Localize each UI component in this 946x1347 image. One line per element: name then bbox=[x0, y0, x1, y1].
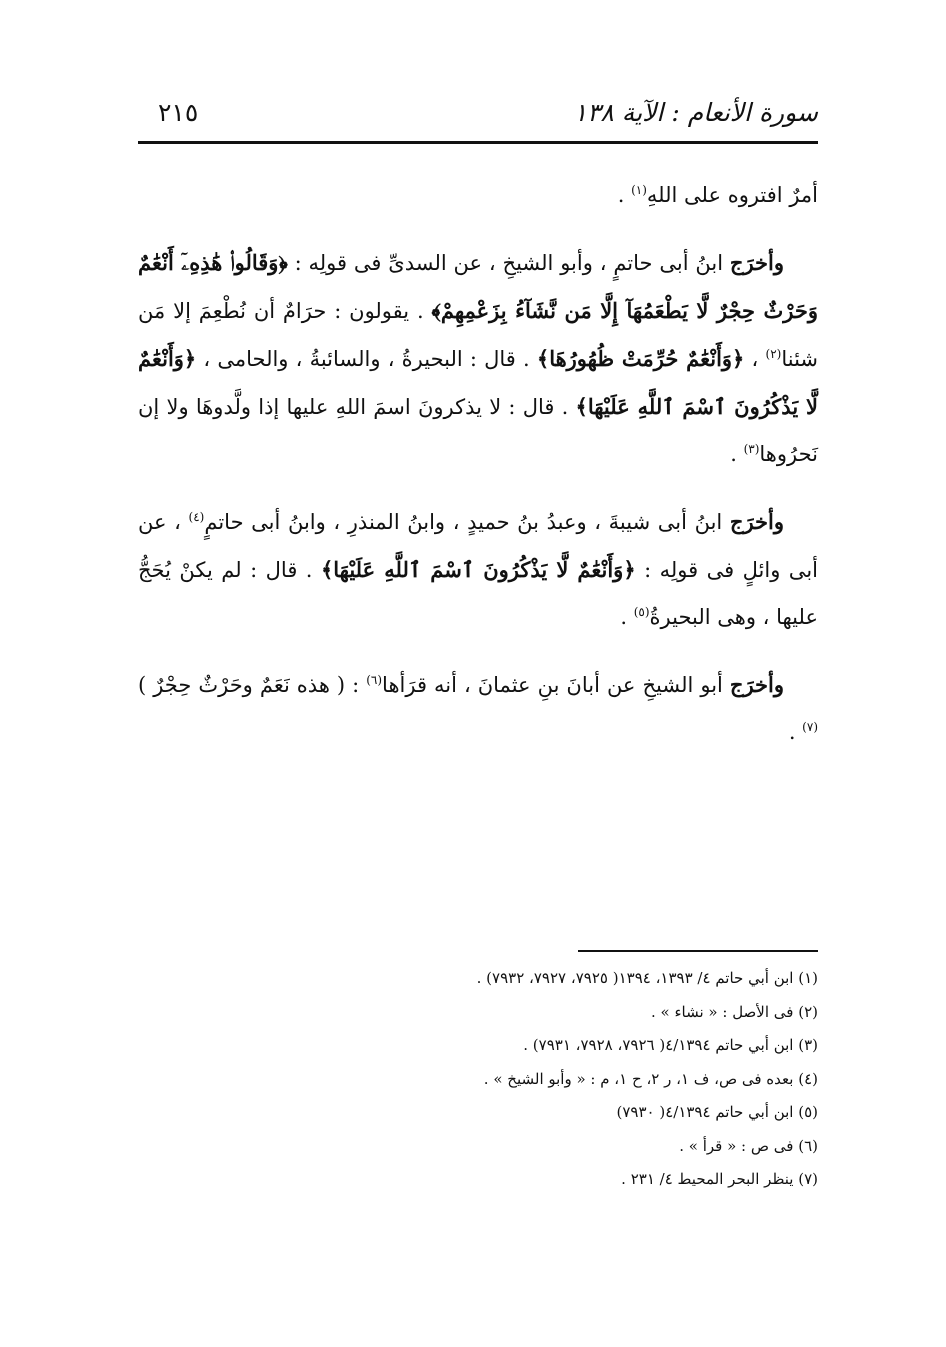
page-header bbox=[138, 92, 818, 132]
lead-word: وأخرَج bbox=[729, 672, 784, 697]
lead-word: وأخرَج bbox=[729, 250, 785, 275]
text-run: . bbox=[617, 183, 632, 207]
footnote: (١) ابن أبي حاتم ٤/ ١٣٩٣، ١٣٩٤( ٧٩٢٥، ٧٩٢٧، ٧٩٣٢) . bbox=[476, 969, 818, 987]
text-run: . قال : لم يكنْ يُحَجُّ عليها ، وهى البحيرةُ bbox=[138, 558, 818, 629]
quran-quote: ﴿وَأَنْعَٰمٌ حُرِّمَتْ ظُهُورُهَا﴾ bbox=[536, 346, 745, 371]
text-run: . قال : لا يذكرونَ اسمَ اللهِ عليها إذا ولَّدوهَا ولا إن نَحرُوها bbox=[138, 395, 818, 466]
footnote-rule bbox=[578, 950, 818, 952]
page-number: ٢١٥ bbox=[158, 97, 199, 127]
footnote: (٣) ابن أبي حاتم ٤/١٣٩٤( ٧٩٢٦، ٧٩٢٨، ٧٩٣١) . bbox=[523, 1036, 818, 1054]
text-run: . يقولون : حرَامٌ أن نُطْعِمَ إلا مَن شئنا bbox=[138, 299, 818, 371]
footnote-ref: (٣) bbox=[743, 442, 760, 456]
footnote: (٤) بعده فى ص، ف ١، ر ٢، ح ١، م : « وأبو الشيخ » . bbox=[483, 1069, 818, 1088]
footnote: (٥) ابن أبي حاتم ٤/١٣٩٤( ٧٩٣٠) bbox=[616, 1103, 818, 1121]
text-run: . bbox=[620, 605, 634, 629]
text-run: ابنُ أبى حاتمٍ ، وأبو الشيخِ ، عن السدىِّ فى قولِه : bbox=[287, 251, 730, 275]
footnote-ref: (٥) bbox=[633, 605, 650, 619]
lead-word: وأخرَج bbox=[729, 509, 784, 534]
footnote-ref: (٧) bbox=[802, 720, 818, 734]
paragraph bbox=[138, 239, 818, 478]
text-run: . قال : البحيرةُ ، والسائبةُ ، والحامى ، bbox=[196, 347, 537, 371]
paragraph bbox=[138, 498, 818, 641]
footnote: (٦) فى ص : « قرأ » . bbox=[679, 1136, 818, 1155]
running-title: سورة الأنعام : الآية ١٣٨ bbox=[573, 97, 818, 127]
footnote-ref: (٦) bbox=[366, 673, 383, 687]
footnote-ref: (١) bbox=[631, 183, 647, 197]
paragraph bbox=[138, 661, 818, 756]
quran-quote: ﴿وَأَنْعَٰمٌ لَّا يَذْكُرُونَ ٱسْمَ ٱللَّهِ عَلَيْهَا﴾ bbox=[138, 346, 819, 419]
header-rule bbox=[138, 141, 818, 144]
quran-quote: ﴿وَقَالُوا۟ هَٰذِهِۦٓ أَنْعَٰمٌ وَحَرْثٌ حِجْرٌ لَّا يَطْعَمُهَآ إِلَّا مَن نَّشَآءُ بِزَعْمِهِمْ﴾ bbox=[138, 250, 819, 323]
footnote-ref: (٤) bbox=[188, 510, 205, 524]
text-run: ، عن أبى وائلٍ فى قولِه : bbox=[138, 510, 818, 582]
text-run: أبو الشيخِ عن أبانَ بنِ عثمانَ ، أنه قرَأها bbox=[382, 673, 730, 697]
text-run: . bbox=[788, 720, 803, 744]
text-run: ، bbox=[744, 347, 766, 371]
text-run: ابنُ أبى شيبةَ ، وعبدُ بنُ حميدٍ ، وابنُ المنذرِ ، وابنُ أبى حاتمٍ bbox=[204, 510, 730, 534]
text-run: أمرٌ افتروه على اللهِ bbox=[646, 183, 818, 207]
quran-quote: ﴿وَأَنْعَٰمٌ لَّا يَذْكُرُونَ ٱسْمَ ٱللَّهِ عَلَيْهَا﴾ bbox=[320, 557, 636, 582]
paragraph bbox=[138, 172, 818, 219]
text-run: . bbox=[730, 442, 744, 466]
footnote-ref: (٢) bbox=[765, 347, 782, 361]
main-text bbox=[138, 172, 818, 776]
footnote: (٢) فى الأصل : « نشاء » . bbox=[651, 1002, 818, 1021]
footnotes bbox=[138, 962, 818, 1197]
footnote: (٧) ينظر البحر المحيط ٤/ ٢٣١ . bbox=[621, 1170, 818, 1188]
text-run: : ( هذه نَعَمٌ وحَرْثٌ حِجْرٌ ) bbox=[138, 673, 367, 697]
